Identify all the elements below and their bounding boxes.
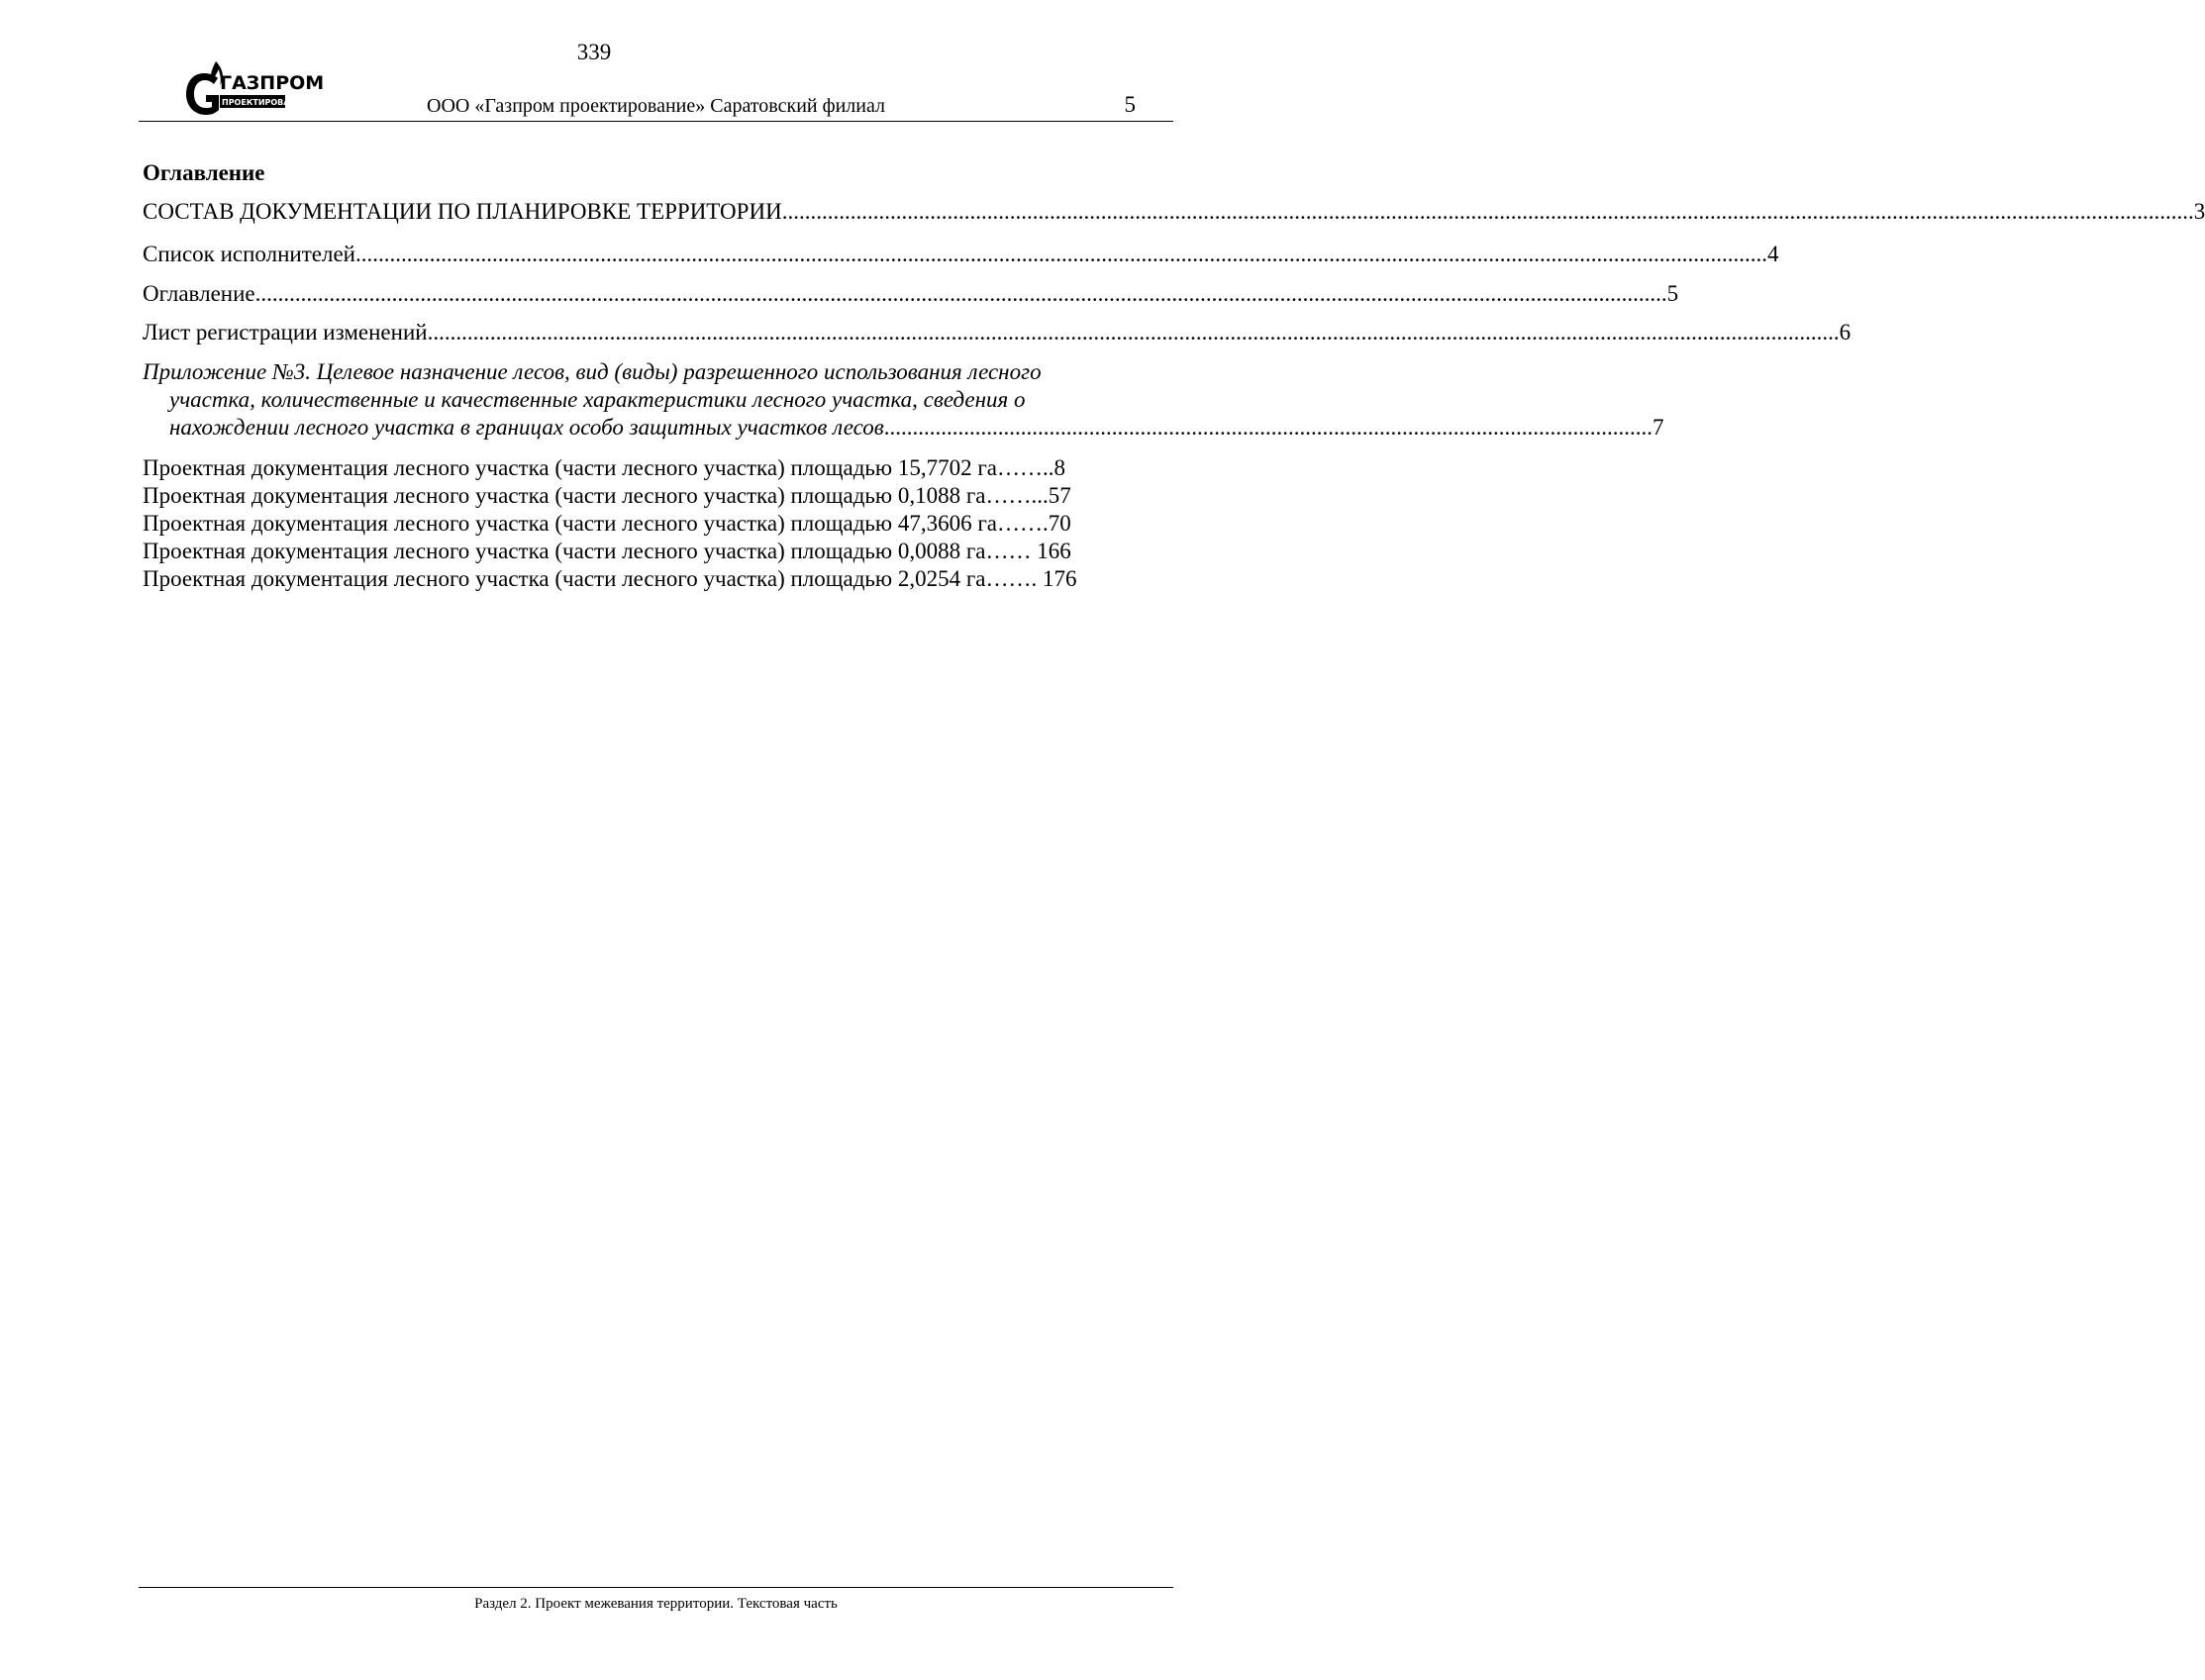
appendix-line-3 bbox=[143, 414, 1664, 442]
toc-entry-page: 3 bbox=[2193, 199, 2205, 224]
svg-text:ПРОЕКТИРОВАНИЕ: ПРОЕКТИРОВАНИЕ bbox=[222, 98, 309, 107]
toc-entry-page: 6 bbox=[1839, 320, 1852, 345]
page-footer bbox=[139, 1587, 1173, 1612]
toc-entry-page: 7 bbox=[1653, 415, 1664, 440]
project-doc-entry[interactable]: Проектная документация лесного участка (части лесного участка) площадью 0,1088 га……...57 bbox=[143, 483, 1071, 508]
project-doc-entry[interactable]: Проектная документация лесного участка (части лесного участка) площадью 2,0254 га……. 176 bbox=[143, 566, 1077, 591]
toc-entry-label: СОСТАВ ДОКУМЕНТАЦИИ ПО ПЛАНИРОВКЕ ТЕРРИТОРИИ bbox=[143, 199, 782, 224]
toc-entry-page: 5 bbox=[1666, 281, 1679, 306]
appendix-line-2: участка, количественные и качественные характеристики лесного участка, сведения о bbox=[169, 387, 1026, 412]
appendix-line-3-text: нахождении лесного участка в границах особо защитных участков лесов bbox=[169, 415, 884, 440]
project-doc-entry[interactable]: Проектная документация лесного участка (части лесного участка) площадью 15,7702 га……..8 bbox=[143, 455, 1065, 480]
svg-text:ГАЗПРОМ: ГАЗПРОМ bbox=[220, 72, 325, 94]
toc-entry[interactable] bbox=[143, 199, 2205, 225]
footer-text: Раздел 2. Проект межевания территории. Текстовая часть bbox=[474, 1596, 838, 1612]
appendix-line-1: Приложение №3. Целевое назначение лесов, вид (виды) разрешенного использования лесного bbox=[143, 359, 1042, 384]
toc-entry[interactable] bbox=[143, 281, 1679, 307]
toc-entry-label: Лист регистрации изменений bbox=[143, 320, 428, 345]
project-doc-entry[interactable]: Проектная документация лесного участка (части лесного участка) площадью 47,3606 га…….70 bbox=[143, 511, 1071, 536]
dot-leader bbox=[255, 281, 1667, 307]
toc-entry-appendix[interactable] bbox=[143, 358, 1664, 442]
toc-entry-label: Оглавление bbox=[143, 281, 255, 306]
dot-leader bbox=[355, 242, 1767, 267]
dot-leader bbox=[884, 414, 1653, 442]
page-header bbox=[139, 59, 1173, 122]
toc-entry-label: Список исполнителей bbox=[143, 242, 355, 266]
project-doc-entry[interactable]: Проектная документация лесного участка (части лесного участка) площадью 0,0088 га…… 166 bbox=[143, 539, 1071, 563]
header-page-number: 5 bbox=[1124, 92, 1136, 117]
scan-page-number: 339 bbox=[576, 40, 612, 64]
dot-leader bbox=[782, 199, 2194, 225]
toc-entry-page: 4 bbox=[1766, 242, 1779, 266]
toc-entry[interactable] bbox=[143, 242, 1779, 267]
dot-leader bbox=[428, 320, 1840, 346]
header-organization: ООО «Газпром проектирование» Саратовский филиал bbox=[427, 95, 885, 117]
toc-title: Оглавление bbox=[143, 160, 265, 185]
toc-entry[interactable] bbox=[143, 320, 1852, 346]
